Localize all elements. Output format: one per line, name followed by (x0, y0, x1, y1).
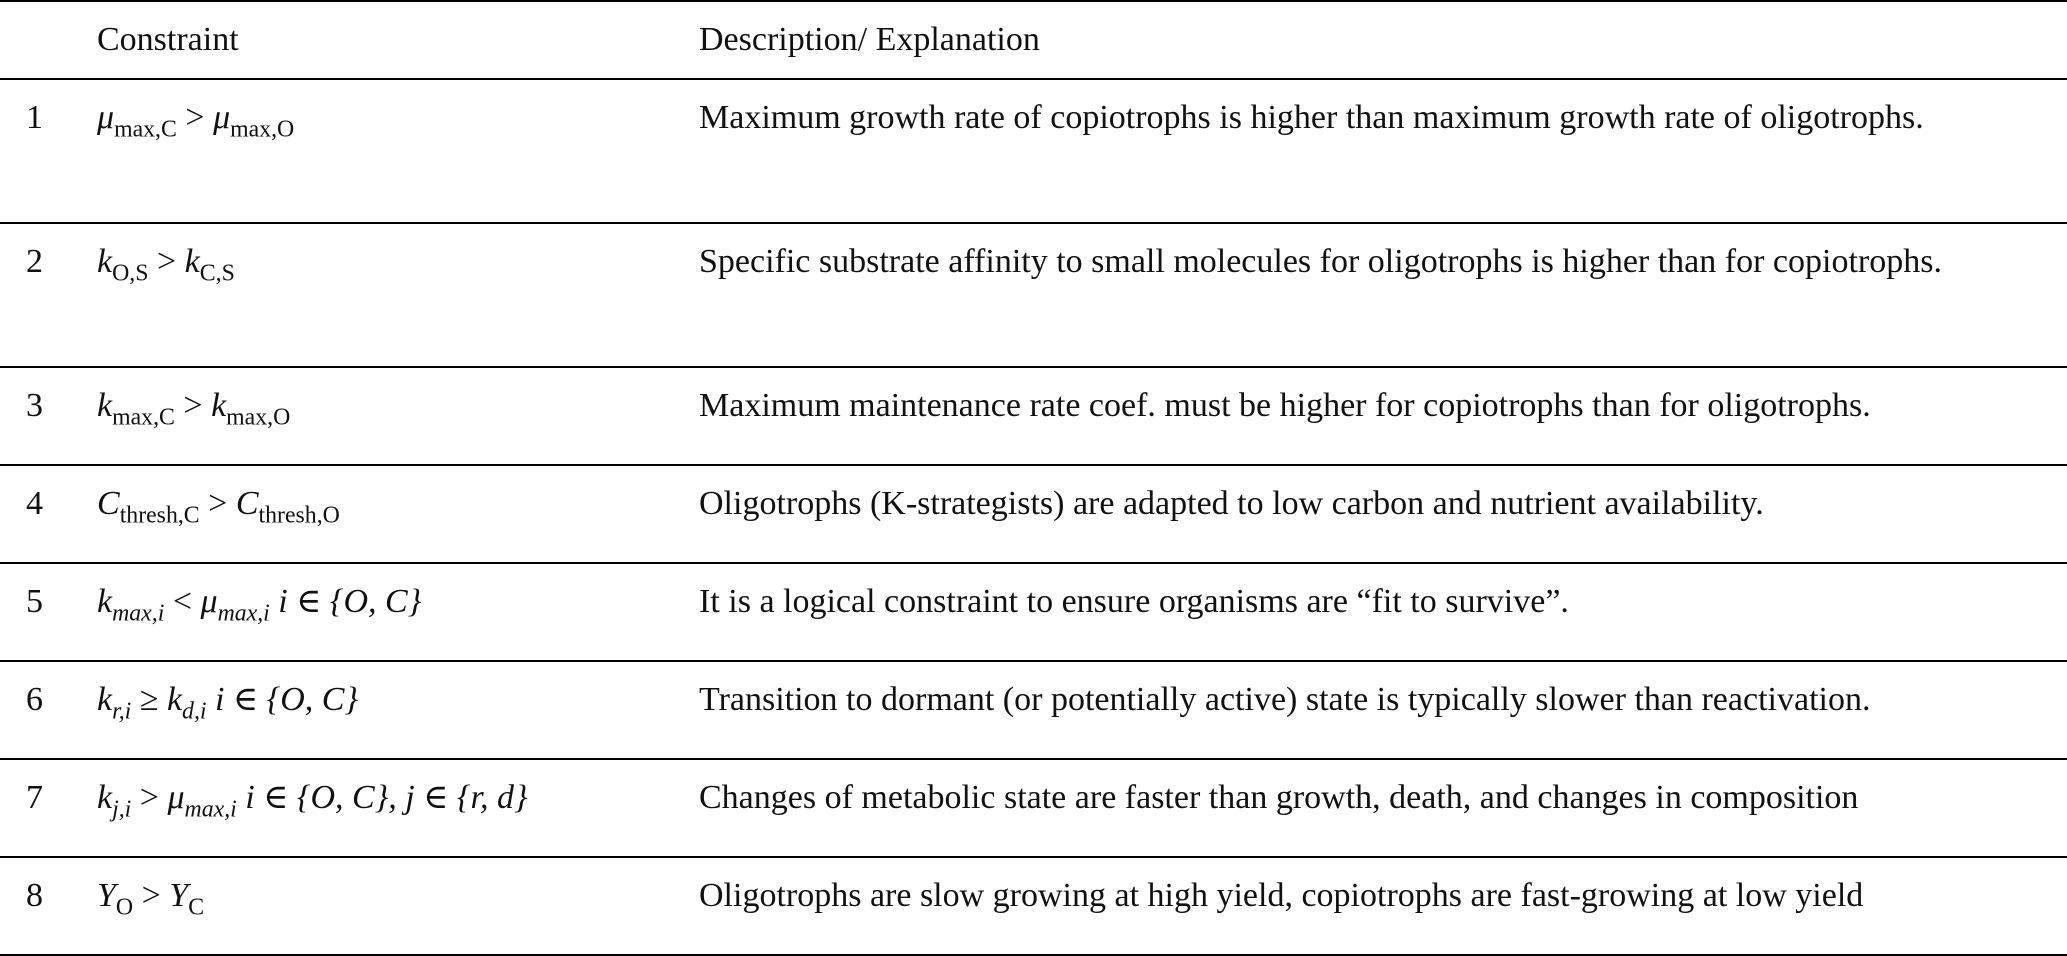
table-header-row (0, 1, 2067, 79)
constraint-formula (97, 857, 698, 955)
constraint-formula (97, 759, 698, 857)
row-number: 5 (26, 583, 43, 620)
operator: < (172, 583, 192, 620)
lhs-symbol: μ (97, 99, 115, 136)
lhs-subscript: O (115, 894, 134, 921)
table-row (0, 857, 2067, 955)
operator: > (183, 387, 203, 424)
lhs-subscript: j,i (112, 796, 132, 823)
constraint-formula (97, 223, 698, 367)
rhs-subscript: C,S (199, 260, 235, 287)
constraint-formula (97, 465, 698, 563)
rhs-subscript: d,i (182, 698, 207, 725)
lhs-subscript: max,i (112, 600, 165, 627)
rhs-subscript: max,i (184, 796, 237, 823)
constraint-formula (97, 79, 698, 223)
constraint-domain: i ∈ {O, C}, j ∈ {r, d} (245, 779, 528, 816)
lhs-symbol: C (97, 485, 120, 522)
lhs-symbol: k (97, 243, 113, 280)
table-row (0, 661, 2067, 759)
rhs-symbol: μ (167, 779, 185, 816)
row-description: Changes of metabolic state are faster than growth, death, and changes in composition (699, 779, 1859, 816)
rhs-subscript: C (188, 894, 205, 921)
operator: > (141, 877, 161, 914)
rhs-subscript: max,i (217, 600, 270, 627)
rhs-symbol: k (166, 681, 183, 718)
table-row (0, 759, 2067, 857)
operator: ≥ (139, 681, 159, 718)
operator: > (185, 99, 205, 136)
constraint-formula (97, 661, 698, 759)
rhs-symbol: k (184, 243, 200, 280)
row-description: Maximum growth rate of copiotrophs is higher than maximum growth rate of oligotrophs. (699, 99, 1924, 136)
header-constraint: Constraint (97, 21, 239, 59)
table-row (0, 367, 2067, 465)
table-row (0, 223, 2067, 367)
row-number: 2 (26, 243, 43, 280)
row-description: Oligotrophs are slow growing at high yield, copiotrophs are fast-growing at low yield (699, 877, 1864, 914)
row-number: 8 (26, 877, 43, 914)
row-number: 4 (26, 485, 43, 522)
lhs-symbol: k (97, 583, 113, 620)
rhs-symbol: μ (200, 583, 218, 620)
rhs-subscript: max,O (230, 116, 295, 143)
lhs-subscript: thresh,C (119, 502, 200, 529)
row-description: Transition to dormant (or potentially active) state is typically slower than reactivation. (699, 681, 1871, 718)
lhs-subscript: max,C (114, 116, 177, 143)
header-number (0, 1, 97, 79)
rhs-subscript: max,O (226, 404, 291, 431)
rhs-symbol: k (211, 387, 227, 424)
row-number: 6 (26, 681, 43, 718)
lhs-symbol: k (97, 681, 113, 718)
constraint-formula (97, 367, 698, 465)
row-description: Oligotrophs (K-strategists) are adapted to low carbon and nutrient availability. (699, 485, 1764, 522)
lhs-symbol: Y (97, 877, 116, 914)
lhs-symbol: k (97, 779, 113, 816)
constraint-domain: i ∈ {O, C} (278, 583, 422, 620)
lhs-subscript: O,S (112, 260, 149, 287)
constraint-formula (97, 563, 698, 661)
row-number: 1 (26, 99, 43, 136)
header-description: Description/ Explanation (699, 21, 1040, 59)
row-number: 3 (26, 387, 43, 424)
table-row (0, 79, 2067, 223)
table-row (0, 465, 2067, 563)
rhs-symbol: Y (169, 877, 189, 914)
rhs-symbol: C (235, 485, 259, 522)
lhs-subscript: r,i (112, 698, 132, 725)
rhs-symbol: μ (213, 99, 231, 136)
table-row (0, 563, 2067, 661)
row-description: It is a logical constraint to ensure organisms are “fit to survive”. (699, 583, 1569, 620)
row-description: Maximum maintenance rate coef. must be higher for copiotrophs than for oligotrophs. (699, 387, 1871, 424)
lhs-symbol: k (97, 387, 113, 424)
row-number: 7 (26, 779, 43, 816)
operator: > (139, 779, 159, 816)
operator: > (208, 485, 228, 522)
operator: > (156, 243, 177, 280)
rhs-subscript: thresh,O (258, 502, 340, 529)
row-description: Specific substrate affinity to small molecules for oligotrophs is higher than for copiotrophs. (699, 243, 1942, 280)
lhs-subscript: max,C (112, 404, 175, 431)
constraint-domain: i ∈ {O, C} (215, 681, 359, 718)
